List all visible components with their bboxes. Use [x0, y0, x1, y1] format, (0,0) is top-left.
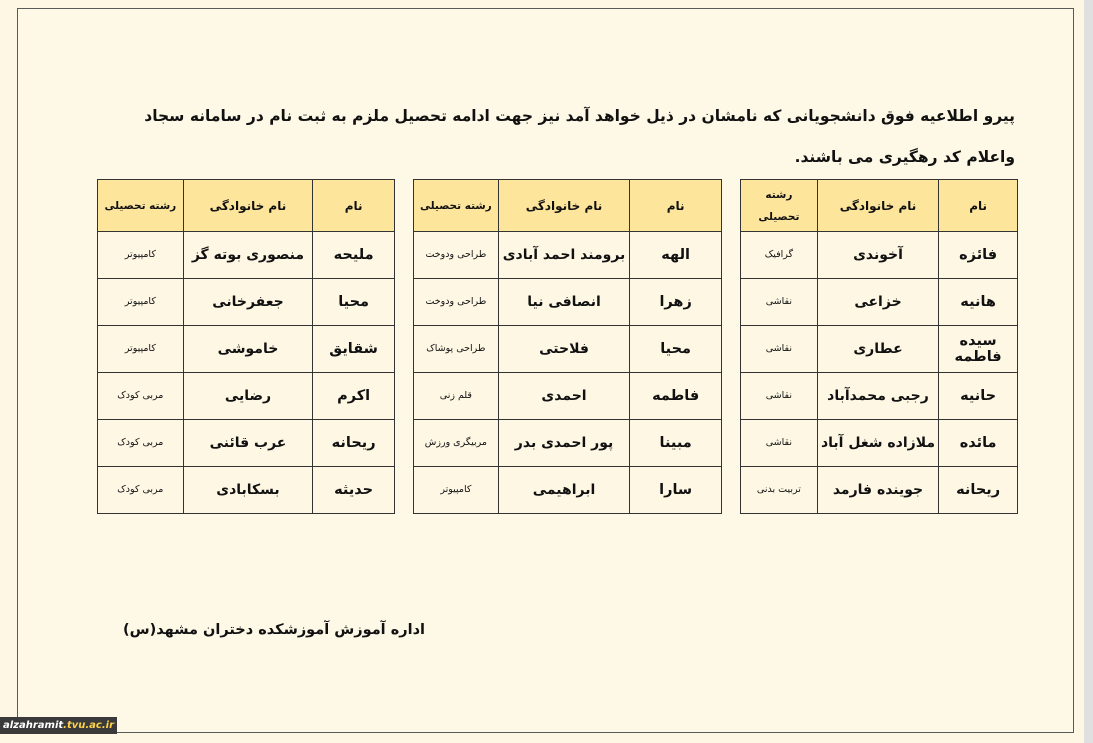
student-family-name: خاموشی	[183, 326, 313, 373]
student-first-name: فاطمه	[630, 373, 722, 420]
header-field: رشته تحصیلی	[98, 180, 184, 232]
table-row	[741, 326, 1018, 373]
student-family-name: جوینده فارمد	[817, 467, 938, 514]
student-field: نقاشی	[741, 279, 818, 326]
student-family-name: انصافی نیا	[498, 279, 630, 326]
student-field: مربی کودک	[98, 420, 184, 467]
student-field: مربی کودک	[98, 467, 184, 514]
student-first-name: حدیثه	[313, 467, 395, 514]
table-row	[414, 326, 722, 373]
student-family-name: احمدی	[498, 373, 630, 420]
table-header-row	[98, 180, 395, 232]
scrollbar-track[interactable]	[1084, 0, 1093, 743]
student-field: طراحی ودوخت	[414, 232, 499, 279]
student-field: طراحی پوشاک	[414, 326, 499, 373]
student-field: نقاشی	[741, 326, 818, 373]
student-field: طراحی ودوخت	[414, 279, 499, 326]
student-field: تربیت بدنی	[741, 467, 818, 514]
table-row	[741, 420, 1018, 467]
student-first-name: ملیحه	[313, 232, 395, 279]
student-first-name: اکرم	[313, 373, 395, 420]
table-row	[741, 232, 1018, 279]
student-field: نقاشی	[741, 373, 818, 420]
table-row	[98, 279, 395, 326]
table-header-row	[414, 180, 722, 232]
student-family-name: عطاری	[817, 326, 938, 373]
watermark-domain: alzahramit	[2, 720, 64, 731]
student-family-name: عرب قائنی	[183, 420, 313, 467]
header-family: نام خانوادگی	[183, 180, 313, 232]
site-watermark[interactable]	[0, 717, 117, 734]
student-field: مربی کودک	[98, 373, 184, 420]
student-first-name: زهرا	[630, 279, 722, 326]
table-header-row	[741, 180, 1018, 232]
student-family-name: ابراهیمی	[498, 467, 630, 514]
header-name: نام	[939, 180, 1018, 232]
student-family-name: ملازاده شغل آباد	[817, 420, 938, 467]
student-first-name: سیده فاطمه	[939, 326, 1018, 373]
student-first-name: حانیه	[939, 373, 1018, 420]
student-first-name: محیا	[313, 279, 395, 326]
table-row	[414, 232, 722, 279]
table-row	[98, 467, 395, 514]
student-first-name: مائده	[939, 420, 1018, 467]
student-family-name: بسکابادی	[183, 467, 313, 514]
table-row	[98, 232, 395, 279]
student-field: گرافیک	[741, 232, 818, 279]
student-first-name: شقایق	[313, 326, 395, 373]
students-table-right	[740, 179, 1018, 514]
student-family-name: خزاعی	[817, 279, 938, 326]
table-row	[414, 279, 722, 326]
table-row	[414, 467, 722, 514]
table-row	[98, 373, 395, 420]
header-field: رشته تحصیلی	[741, 180, 818, 232]
student-family-name: منصوری بوته گز	[183, 232, 313, 279]
office-signature: اداره آموزش آموزشکده دختران مشهد(س)	[122, 622, 425, 638]
table-row	[98, 420, 395, 467]
student-first-name: هانیه	[939, 279, 1018, 326]
header-name: نام	[313, 180, 395, 232]
student-first-name: ریحانه	[313, 420, 395, 467]
student-field: مربیگری ورزش	[414, 420, 499, 467]
table-row	[741, 467, 1018, 514]
header-family: نام خانوادگی	[498, 180, 630, 232]
student-field: نقاشی	[741, 420, 818, 467]
intro-paragraph: پیرو اطلاعیه فوق دانشجویانی که نامشان در ذیل خواهد آمد نیز جهت ادامه تحصیل ملزم به ثبت نام در سامانه سجاد واعلام کد رهگیری می باشند.	[144, 107, 1015, 166]
student-field: کامپیوتر	[414, 467, 499, 514]
student-family-name: رضایی	[183, 373, 313, 420]
header-family: نام خانوادگی	[817, 180, 938, 232]
student-family-name: پور احمدی بدر	[498, 420, 630, 467]
student-first-name: ریحانه	[939, 467, 1018, 514]
student-first-name: سارا	[630, 467, 722, 514]
table-row	[414, 373, 722, 420]
student-field: کامپیوتر	[98, 279, 184, 326]
student-field: قلم زنی	[414, 373, 499, 420]
student-first-name: الهه	[630, 232, 722, 279]
student-field: کامپیوتر	[98, 232, 184, 279]
student-field: کامپیوتر	[98, 326, 184, 373]
student-family-name: فلاحتی	[498, 326, 630, 373]
table-row	[414, 420, 722, 467]
student-family-name: آخوندی	[817, 232, 938, 279]
header-name: نام	[630, 180, 722, 232]
student-first-name: فائزه	[939, 232, 1018, 279]
table-row	[98, 326, 395, 373]
table-row	[741, 279, 1018, 326]
student-family-name: جعفرخانی	[183, 279, 313, 326]
students-table-middle	[413, 179, 722, 514]
table-row	[741, 373, 1018, 420]
student-family-name: رجبی محمدآباد	[817, 373, 938, 420]
students-table-left	[97, 179, 395, 514]
student-first-name: مبینا	[630, 420, 722, 467]
header-field: رشته تحصیلی	[414, 180, 499, 232]
student-family-name: برومند احمد آبادی	[498, 232, 630, 279]
watermark-suffix: .tvu.ac.ir	[63, 720, 115, 731]
student-first-name: محیا	[630, 326, 722, 373]
